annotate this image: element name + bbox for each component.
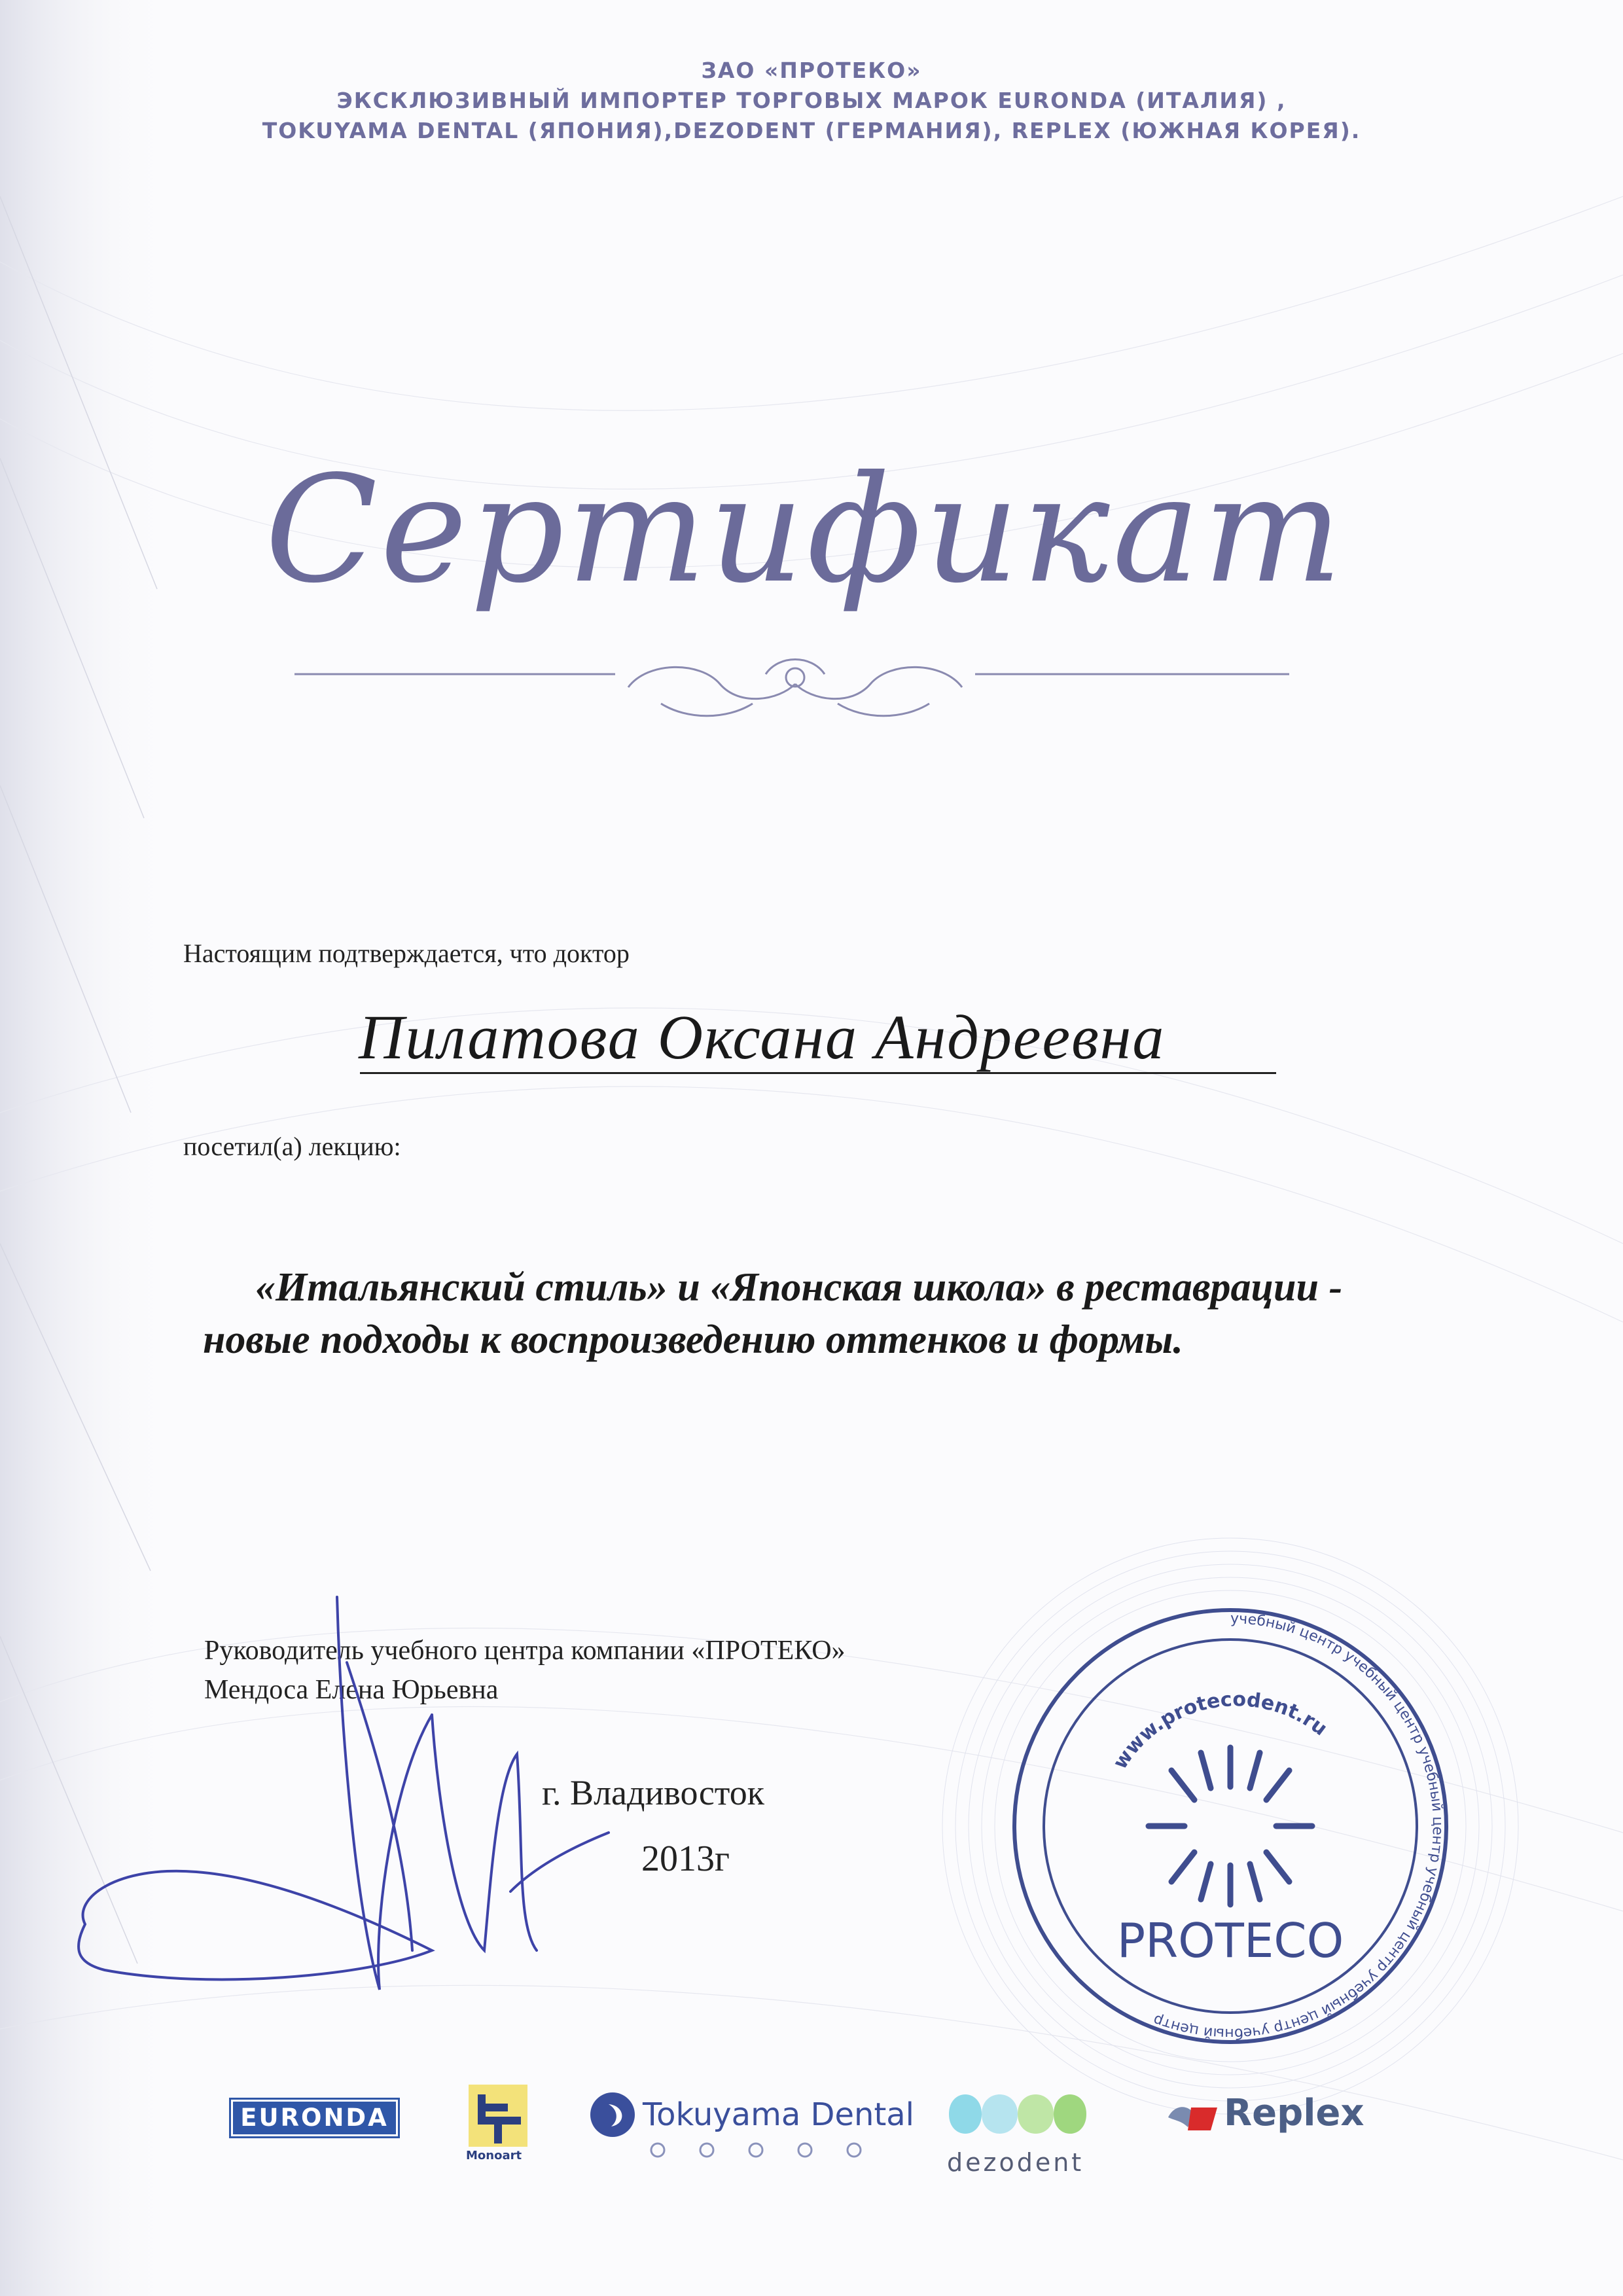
replex-icon (1165, 2098, 1221, 2137)
svg-text:www.protecodent.ru (1109, 1688, 1331, 1773)
tokuyama-icon (589, 2091, 636, 2138)
monoart-logo-icon (462, 2081, 534, 2157)
signatory-name: Мендоса Елена Юрьевна (204, 1675, 499, 1705)
proteco-seal (936, 1532, 1525, 2121)
issuer-description-line1: ЭКСКЛЮЗИВНЫЙ ИМПОРТЕР ТОРГОВЫХ МАРОК EURONDA (ИТАЛИЯ) , (336, 88, 1287, 113)
dezodent-label: dezodent (947, 2148, 1084, 2177)
lecture-title-line2: новые подходы к воспроизведению оттенков и формы. (203, 1318, 1183, 1362)
city: г. Владивосток (542, 1773, 764, 1812)
attended-text: посетил(а) лекцию: (183, 1132, 401, 1161)
seal-url: www.protecodent.ru (1109, 1688, 1332, 1774)
issuer-company: ЗАО «ПРОТЕКО» (701, 58, 922, 83)
tokuyama-dots-icon (648, 2140, 864, 2160)
name-underline (360, 1072, 1276, 1074)
euronda-logo: EURONDA (229, 2098, 400, 2138)
dezodent-teeth-icon (936, 2081, 1099, 2147)
tokuyama-label: Tokuyama Dental (643, 2096, 915, 2133)
certificate-title: Сертификат (264, 444, 1346, 616)
seal-brand: PROTECO (1116, 1913, 1344, 1968)
monoart-label: Monoart (466, 2149, 522, 2162)
year: 2013г (641, 1839, 730, 1879)
lecture-title-line1: «Итальянский стиль» и «Японская школа» в реставрации - (255, 1265, 1343, 1310)
confirmation-text: Настоящим подтверждается, что доктор (183, 939, 630, 968)
signatory-role: Руководитель учебного центра компании «ПРОТЕКО» (204, 1636, 846, 1666)
doctor-name: Пилатова Оксана Андреевна (359, 1002, 1166, 1072)
seal-ring-text: учебный центр учебный центр учебный центр учебный центр учебный центр учебный центр (1150, 1610, 1446, 2042)
issuer-description-line2: TOKUYAMA DENTAL (ЯПОНИЯ),DEZODENT (ГЕРМАНИЯ), REPLEX (ЮЖНАЯ КОРЕЯ). (262, 118, 1361, 143)
title-ornament-divider (294, 648, 1309, 733)
replex-label: Replex (1224, 2092, 1364, 2134)
handwritten-signature (65, 1584, 654, 2055)
